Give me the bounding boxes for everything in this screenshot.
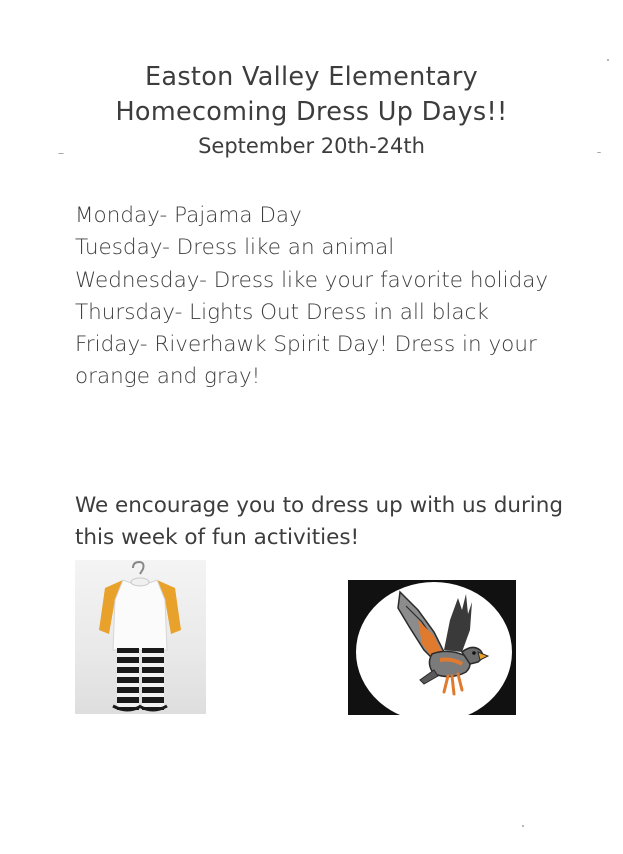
schedule-thursday: Thursday- Lights Out Dress in all black: [75, 299, 489, 325]
schedule-wednesday: Wednesday- Dress like your favorite holiday: [75, 267, 549, 293]
hawk-icon: [348, 580, 516, 715]
school-name: Easton Valley Elementary: [144, 62, 478, 92]
pajama-outfit-photo: [75, 560, 206, 714]
schedule-friday: Friday- Riverhawk Spirit Day! Dress in your orange and gray!: [75, 332, 537, 390]
scan-speck: [522, 825, 524, 827]
pajama-outfit-icon: [75, 560, 206, 714]
event-dates: September 20th-24th: [198, 134, 425, 158]
flyer-header: [0, 60, 623, 160]
event-title: Homecoming Dress Up Days!!: [115, 97, 508, 127]
schedule-monday: Monday- Pajama Day: [75, 203, 302, 228]
schedule-tuesday: Tuesday- Dress like an animal: [75, 235, 395, 261]
dress-up-schedule: [75, 200, 565, 394]
encouragement-text: We encourage you to dress up with us during this week of fun activities!: [75, 493, 564, 551]
riverhawk-mascot-logo: [348, 580, 516, 715]
